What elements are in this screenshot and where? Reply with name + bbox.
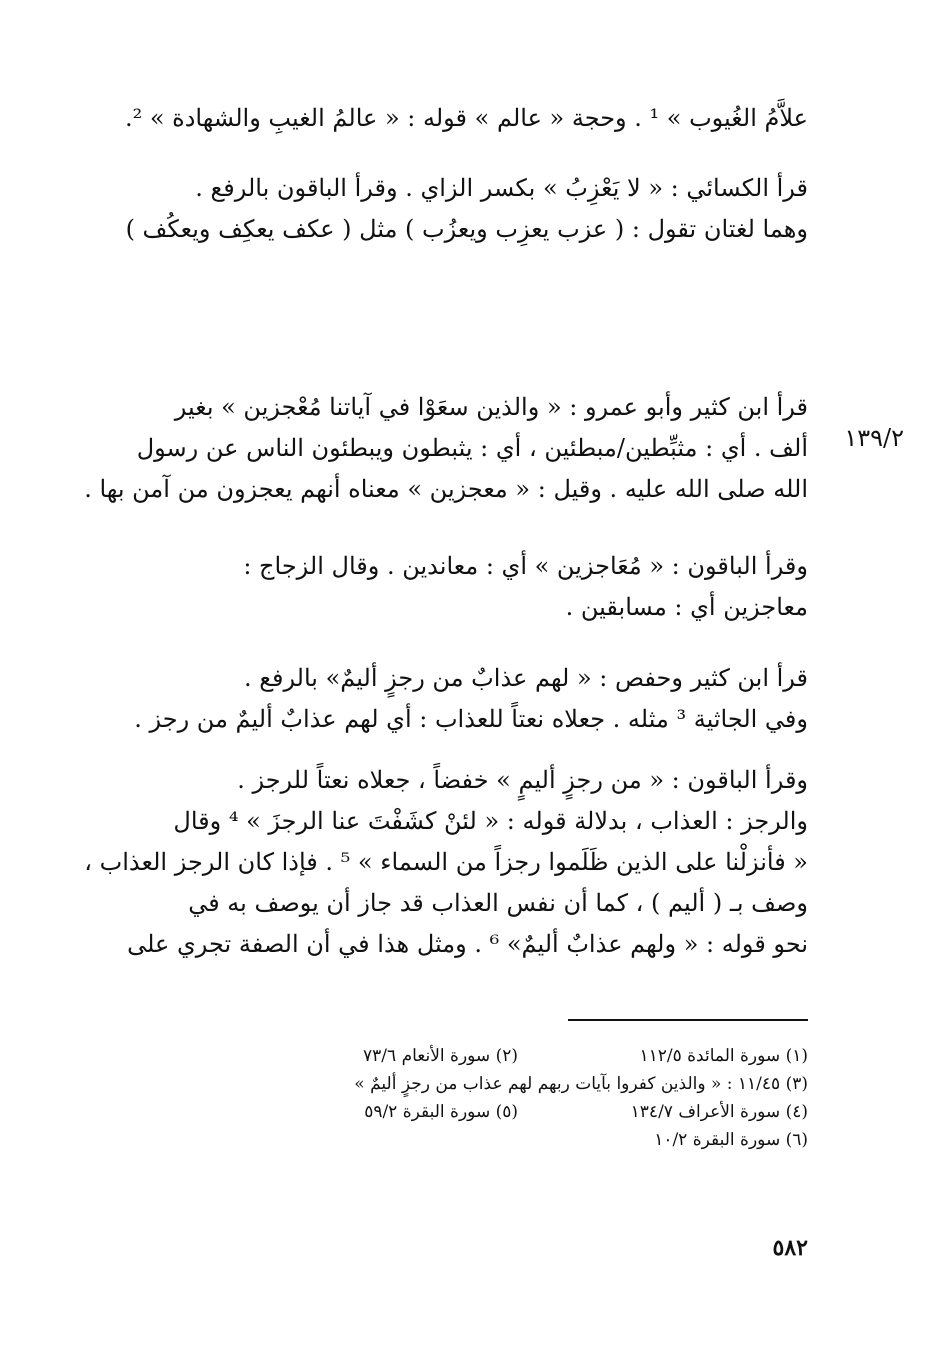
paragraph-6 — [84, 760, 808, 965]
text-line: قرأ ابن كثير وأبو عمرو : « والذين سعَوْا في آياتنا مُعْجزين » بغير — [174, 393, 808, 421]
footnote-6: (٦) سورة البقرة ١٠/٢ — [654, 1130, 808, 1150]
paragraph-3 — [84, 387, 808, 510]
page-number: ٥٨٢ — [772, 1235, 808, 1261]
footnote-3: (٣) ١١/٤٥ : « والذين كفروا بآيات ربهم لهم عذاب من رجزٍ أليمٌ » — [354, 1074, 808, 1094]
footnote-row — [240, 1126, 808, 1154]
text-line: نحو قوله : « ولهم عذابٌ أليمٌ» ⁶ . ومثل هذا في أن الصفة تجري على — [127, 930, 808, 958]
footnote-5: (٥) سورة البقرة ٥٩/٢ — [364, 1102, 518, 1122]
footnote-divider — [568, 1019, 808, 1021]
text-line: وصف بـ ( أليم ) ، كما أن نفس العذاب قد جاز أن يوصف به في — [188, 889, 808, 917]
footnote-row — [240, 1098, 808, 1126]
text-line: قرأ الكسائي : « لا يَعْزِبُ » بكسر الزاي . وقرأ الباقون بالرفع . — [195, 174, 808, 202]
footnotes — [240, 1042, 808, 1154]
text-line: وقرأ الباقون : « من رجزٍ أليمٍ » خفضاً ، جعلاه نعتاً للرجز . — [237, 766, 808, 794]
paragraph-4 — [130, 546, 808, 628]
footnote-row — [240, 1042, 808, 1070]
text-line: وفي الجاثية ³ مثله . جعلاه نعتاً للعذاب : أي لهم عذابٌ أليمٌ من رجز . — [134, 705, 808, 733]
footnote-2: (٢) سورة الأنعام ٧٣/٦ — [363, 1046, 518, 1066]
text-line: الله صلى الله عليه . وقيل : « معجزين » معناه أنهم يعجزون من آمن بها . — [84, 475, 808, 503]
paragraph-1 — [124, 98, 808, 139]
footnote-4: (٤) سورة الأعراف ١٣٤/٧ — [630, 1102, 808, 1122]
margin-reference: ١٣٩/٢ — [844, 424, 904, 452]
text-line: معاجزين أي : مسابقين . — [565, 593, 808, 621]
paragraph-2 — [125, 168, 808, 250]
text-line: علاَّمُ الغُيوب » ¹ . وحجة « عالم » قوله : « عالمُ الغيبِ والشهادة » ². — [124, 104, 808, 132]
text-line: قرأ ابن كثير وحفص : « لهم عذابٌ من رجزٍ أليمٌ» بالرفع . — [243, 664, 808, 692]
text-line: وهما لغتان تقول : ( عزب يعزِب ويعزُب ) مثل ( عكف يعكِف ويعكُف ) — [125, 215, 808, 243]
footnote-row — [240, 1070, 808, 1098]
text-line: والرجز : العذاب ، بدلالة قوله : « لئنْ كشَفْتَ عنا الرجزَ » ⁴ وقال — [173, 807, 808, 835]
text-line: وقرأ الباقون : « مُعَاجزين » أي : معاندين . وقال الزجاج : — [243, 552, 808, 580]
text-line: « فأنزلْنا على الذين ظَلَموا رجزاً من السماء » ⁵ . فإذا كان الرجز العذاب ، — [84, 848, 808, 876]
text-line: ألف . أي : مثبِّطين/مبطئين ، أي : يثبطون ويبطئون الناس عن رسول — [136, 434, 808, 462]
footnote-1: (١) سورة المائدة ١١٢/٥ — [639, 1046, 808, 1066]
paragraph-5 — [130, 658, 808, 740]
